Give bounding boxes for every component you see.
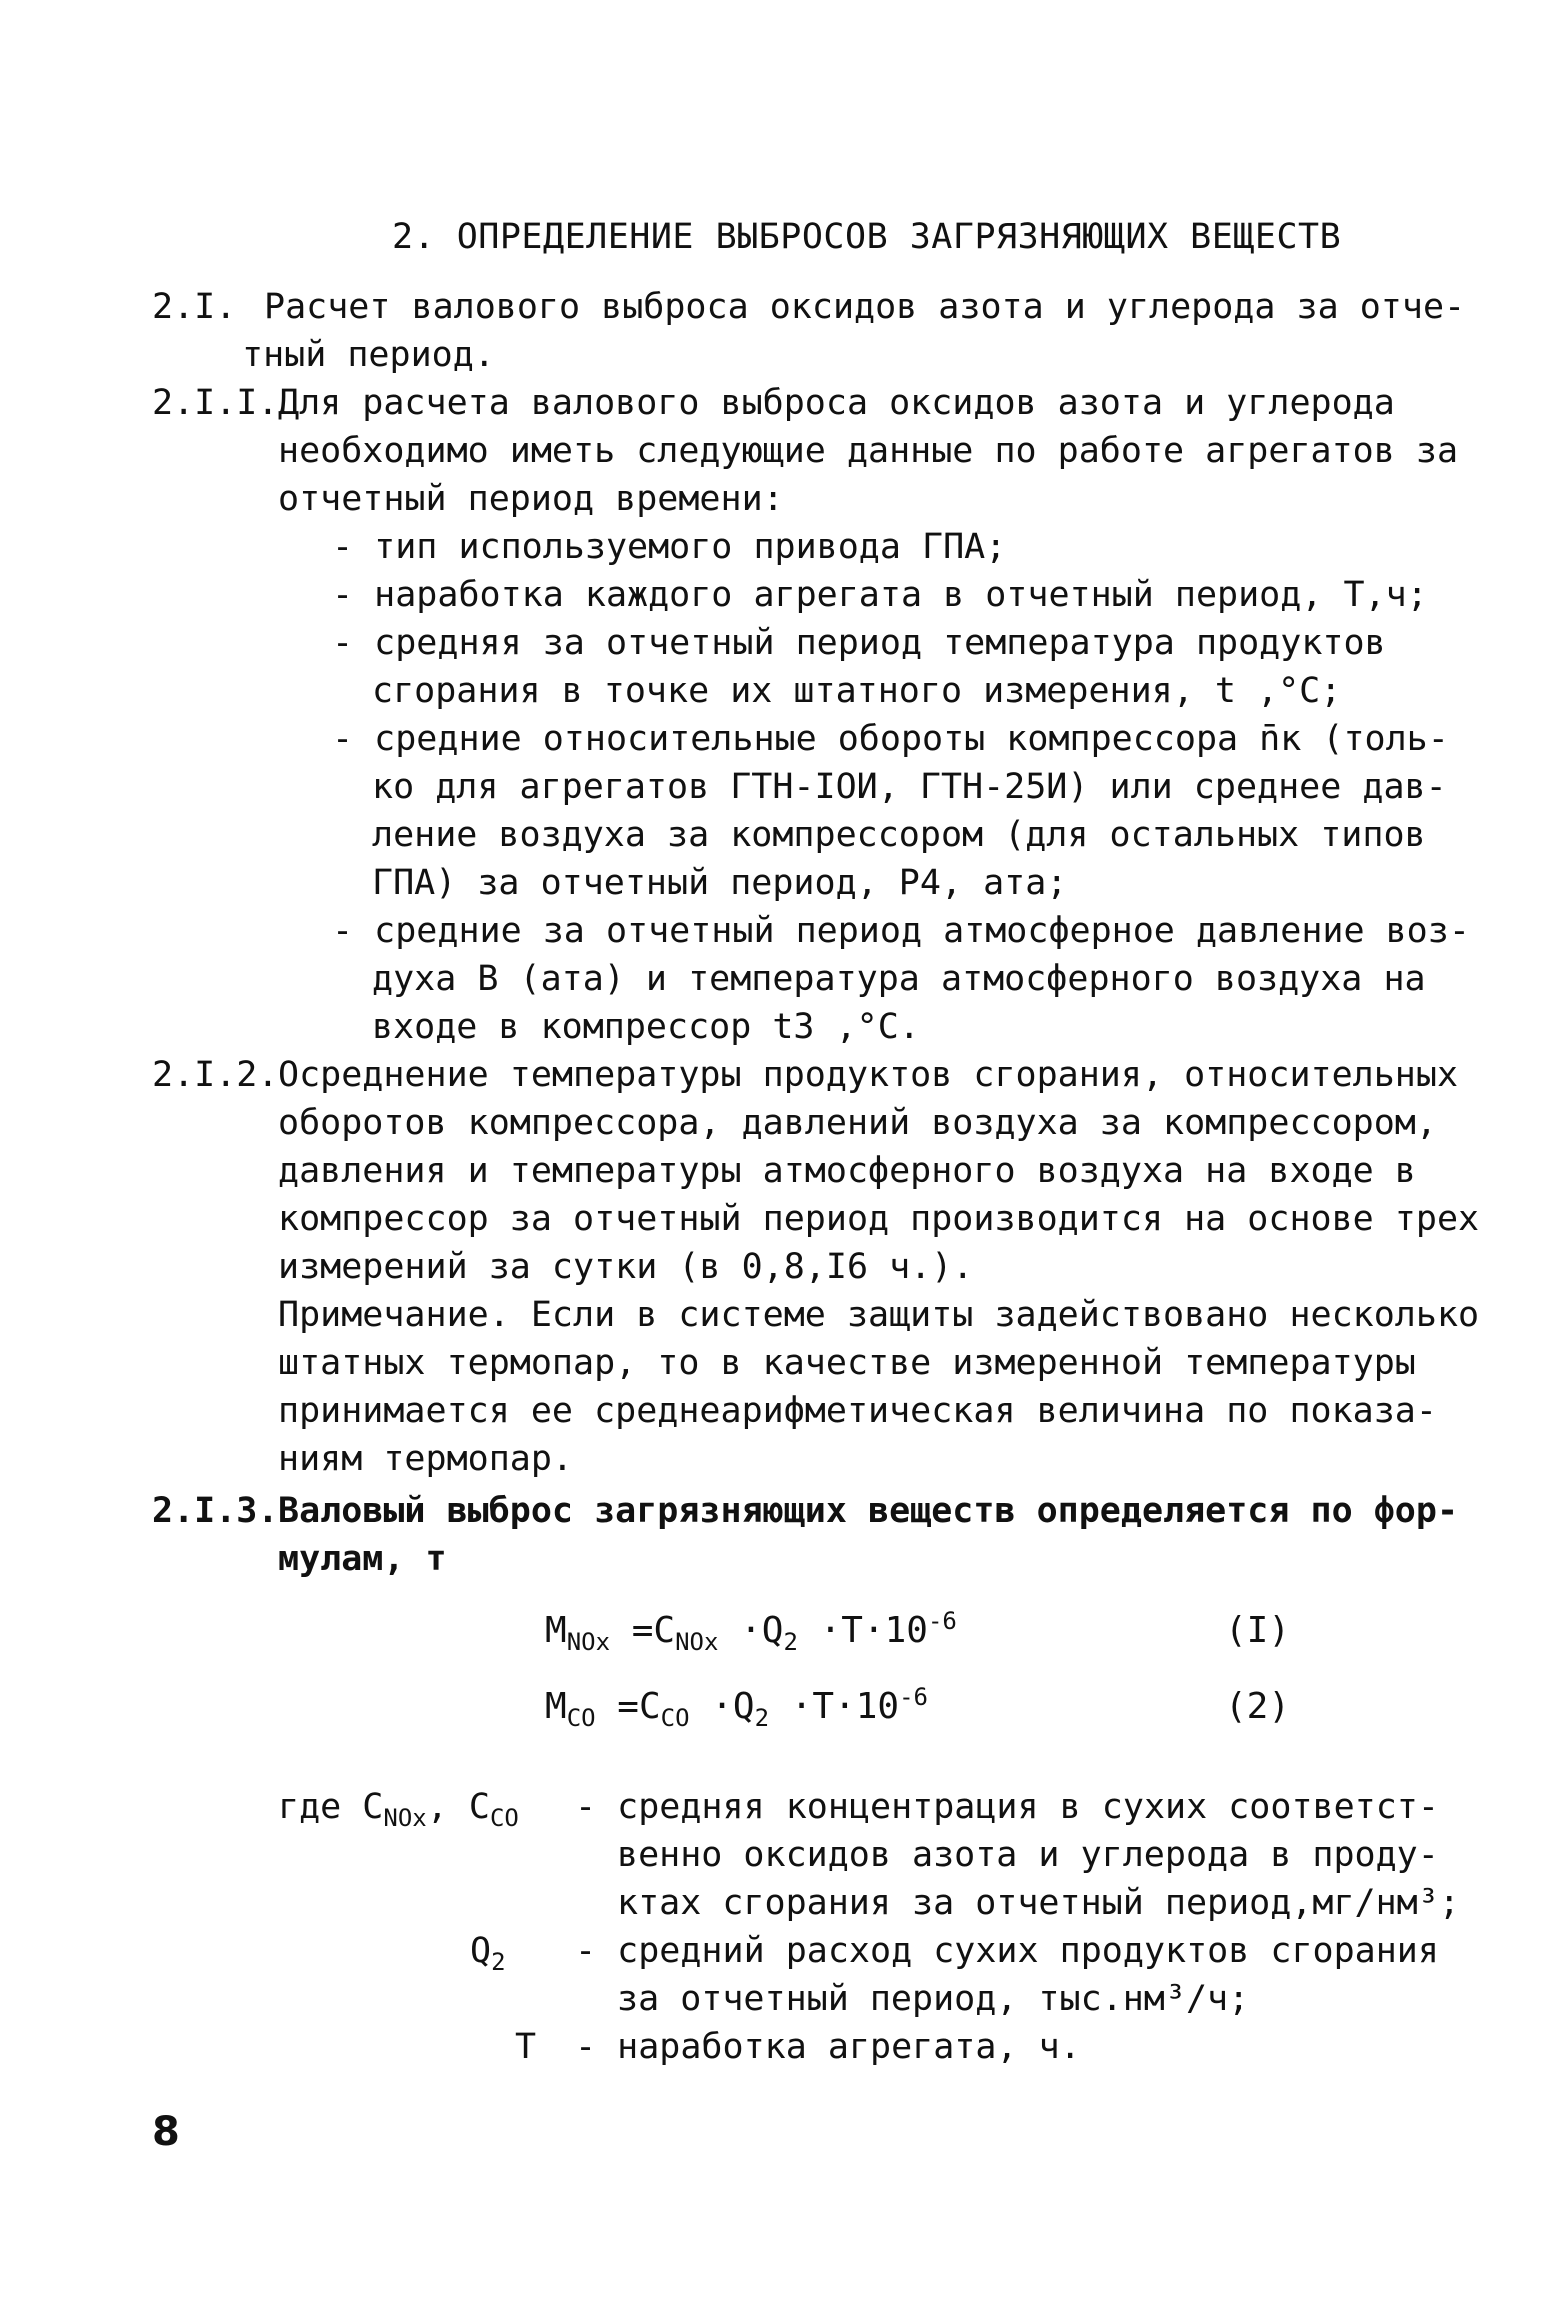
section-number: 2.I.2.: [152, 1055, 279, 1095]
section-2-1-1-line3: отчетный период времени:: [278, 479, 784, 519]
section-heading: 2. ОПРЕДЕЛЕНИЕ ВЫБРОСОВ ЗАГРЯЗНЯЮЩИХ ВЕЩЕСТВ: [392, 217, 1342, 257]
page-number: 8: [152, 2109, 180, 2155]
section-number: 2.I.3.: [152, 1491, 279, 1531]
paragraph-text: Расчет валового выброса оксидов азота и углерода за отче-: [264, 287, 1466, 327]
symbol-subscript: 2: [491, 1948, 506, 1976]
bullet-item: [332, 523, 1006, 571]
symbol-subscript: CO: [489, 1804, 519, 1832]
bullet-dash: -: [332, 911, 354, 951]
bullet-text: тип используемого привода ГПА;: [374, 527, 1007, 567]
note-line: принимается ее среднеарифметическая величина по показа-: [278, 1391, 1437, 1431]
bullet-item: [332, 907, 1470, 955]
bullet-text: средние относительные обороты компрессора n̄к (толь-: [374, 719, 1449, 759]
bullet-dash: -: [332, 623, 354, 663]
bullet-continuation: сгорания в точке их штатного измерения, t ,°C;: [372, 671, 1342, 711]
paragraph-text: Для расчета валового выброса оксидов азота и углерода: [278, 383, 1395, 423]
symbol: C: [362, 1787, 384, 1827]
paragraph-line: мулам, т: [278, 1539, 447, 1579]
bullet-continuation: духа В (ата) и температура атмосферного воздуха на: [372, 959, 1426, 999]
formula-number: (2): [1225, 1686, 1291, 1727]
formula-subscript: 2: [754, 1704, 770, 1733]
formula-symbol: ·T·10: [769, 1686, 900, 1727]
note-line: ниям термопар.: [278, 1439, 574, 1479]
bullet-continuation: ление воздуха за компрессором (для остальных типов: [372, 815, 1426, 855]
bullet-continuation: ко для агрегатов ГТН-IОИ, ГТН-25И) или среднее дав-: [372, 767, 1447, 807]
section-2-1-line1: [152, 283, 1465, 331]
bullet-item: [332, 715, 1449, 763]
bullet-continuation: ГПА) за отчетный период, P4, ата;: [372, 863, 1068, 903]
where-symbols: [278, 1783, 519, 1831]
definition-line: ктах сгорания за отчетный период,мг/нм³;: [617, 1883, 1460, 1923]
bullet-dash: -: [332, 527, 354, 567]
formula-1: [545, 1607, 957, 1655]
definition-line: - средний расход сухих продуктов сгорания: [575, 1931, 1439, 1971]
formula-exponent: -6: [899, 1683, 928, 1711]
formula-subscript: CO: [660, 1704, 690, 1733]
paragraph-text: Валовый выброс загрязняющих веществ определяется по фор-: [278, 1491, 1459, 1531]
separator: ,: [426, 1787, 469, 1827]
where-symbol-q: [470, 1927, 506, 1975]
where-word: где: [278, 1787, 342, 1827]
where-symbol-t: T: [515, 2027, 537, 2067]
bullet-text: средняя за отчетный период температура продуктов: [374, 623, 1386, 663]
bullet-item: [332, 571, 1428, 619]
section-2-1-3-line1: [152, 1487, 1458, 1535]
paragraph-line: давления и температуры атмосферного воздуха на входе в: [278, 1151, 1416, 1191]
formula-exponent: -6: [927, 1607, 957, 1635]
formula-number: (I): [1225, 1610, 1291, 1651]
formula-subscript: 2: [783, 1628, 798, 1657]
formula-symbol: ·Q: [718, 1610, 784, 1651]
bullet-dash: -: [332, 719, 354, 759]
section-2-1-1-line1: [152, 379, 1395, 427]
formula-subscript: CO: [566, 1704, 596, 1733]
formula-symbol: ·Q: [689, 1686, 755, 1727]
section-number: 2.I.I.: [152, 383, 279, 423]
bullet-text: наработка каждого агрегата в отчетный период, Т,ч;: [374, 575, 1428, 615]
formula-subscript: NOx: [675, 1628, 719, 1657]
formula-symbol: M: [545, 1610, 567, 1651]
formula-symbol: ·T·10: [797, 1610, 928, 1651]
formula-subscript: NOx: [566, 1628, 611, 1657]
bullet-dash: -: [332, 575, 354, 615]
formula-symbol: =C: [595, 1686, 661, 1727]
paragraph-line: измерений за сутки (в 0,8,I6 ч.).: [278, 1247, 974, 1287]
definition-line: за отчетный период, тыс.нм³/ч;: [617, 1979, 1250, 2019]
bullet-item: [332, 619, 1386, 667]
section-2-1-line2: тный период.: [242, 335, 495, 375]
paragraph-text: Осреднение температуры продуктов сгорания, относительных: [278, 1055, 1459, 1095]
section-number: 2.I.: [152, 287, 237, 327]
note-line: Примечание. Если в системе защиты задействовано несколько: [278, 1295, 1480, 1335]
bullet-text: средние за отчетный период атмосферное давление воз-: [374, 911, 1470, 951]
formula-2: [545, 1683, 928, 1731]
formula-symbol: =C: [610, 1610, 676, 1651]
section-2-1-2-line1: [152, 1051, 1458, 1099]
symbol: C: [468, 1787, 490, 1827]
definition-line: - наработка агрегата, ч.: [575, 2027, 1081, 2067]
definition-line: - средняя концентрация в сухих соответст-: [575, 1787, 1439, 1827]
symbol: Q: [470, 1931, 492, 1971]
note-line: штатных термопар, то в качестве измеренной температуры: [278, 1343, 1416, 1383]
section-2-1-1-line2: необходимо иметь следующие данные по работе агрегатов за: [278, 431, 1459, 471]
definition-line: венно оксидов азота и углерода в проду-: [617, 1835, 1439, 1875]
formula-symbol: M: [545, 1686, 567, 1727]
symbol-subscript: NOx: [383, 1804, 427, 1832]
paragraph-line: компрессор за отчетный период производится на основе трех: [278, 1199, 1480, 1239]
bullet-continuation: входе в компрессор t3 ,°C.: [372, 1007, 920, 1047]
paragraph-line: оборотов компрессора, давлений воздуха за компрессором,: [278, 1103, 1437, 1143]
